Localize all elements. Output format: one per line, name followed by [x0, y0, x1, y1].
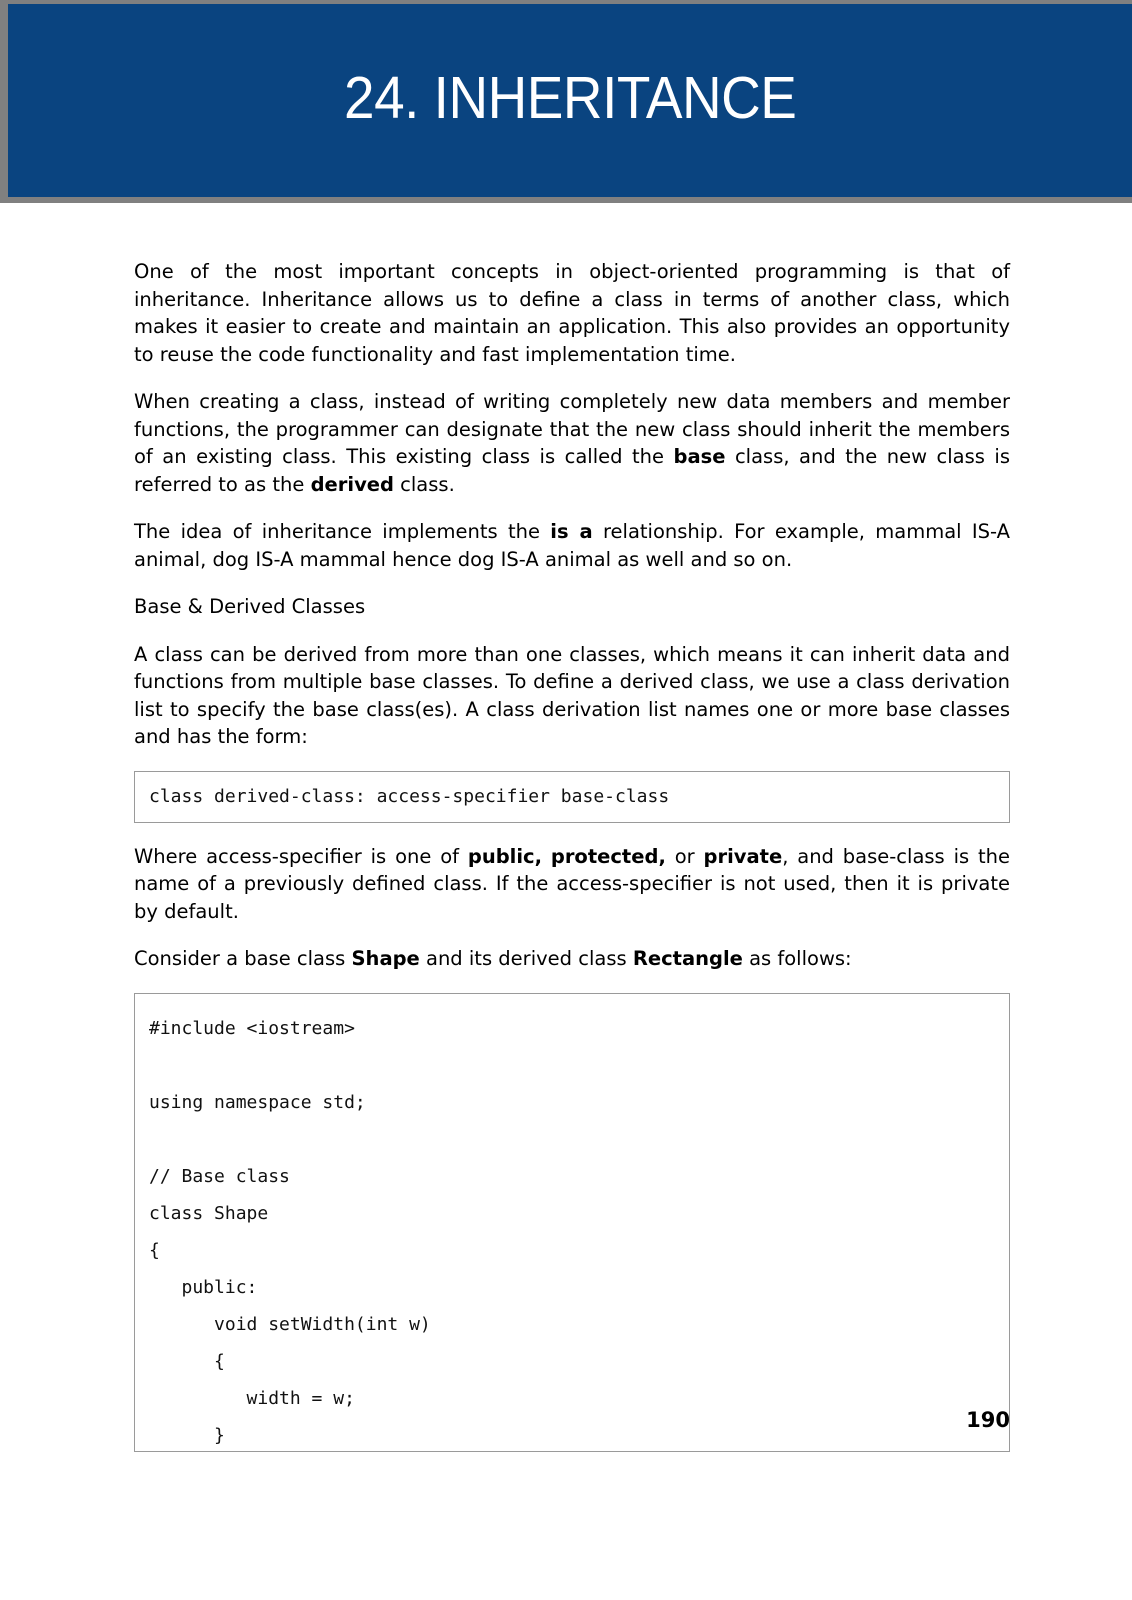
section-heading-base-derived-classes: Base & Derived Classes [134, 595, 366, 618]
code-line: class derived-class: access-specifier base-class [149, 785, 670, 807]
code-line: } [149, 1424, 225, 1446]
code-line: void setWidth(int w) [149, 1313, 431, 1335]
chapter-banner-fill [8, 4, 1132, 197]
paragraph-is-a-text-2: relationship. For example, mammal IS-A animal, dog IS-A mammal hence dog IS-A animal as well and so on. [134, 520, 1010, 571]
code-line: using namespace std; [149, 1091, 366, 1113]
code-line: // Base class [149, 1165, 290, 1187]
chapter-banner [0, 0, 1132, 203]
term-base: base [673, 445, 726, 468]
paragraph-derivation-list [134, 641, 1010, 751]
code-line [149, 1047, 995, 1084]
paragraph-consider-shape-text-2: and its derived class [419, 947, 633, 970]
term-derived: derived [310, 472, 394, 496]
term-public: public, [467, 844, 542, 868]
paragraph-consider-shape [134, 945, 1010, 973]
chapter-title: 24. INHERITANCE [343, 64, 797, 131]
paragraph-access-specifier [134, 843, 1010, 926]
paragraph-base-derived-text-1: When creating a class, instead of writing completely new data members and member functions, the programmer can designate that the new class should inherit the members of an existing class. This existing class is called the [134, 390, 1010, 468]
paragraph-is-a-text-1: The idea of inheritance implements the [134, 520, 551, 543]
paragraph-is-a [134, 518, 1010, 573]
term-protected: protected, [550, 844, 666, 868]
paragraph-access-specifier-text-3: , and base-class is the name of a previously defined class. If the access-specifier is not used, then it is private by default. [134, 844, 1010, 923]
paragraph-derivation-list-text: A class can be derived from more than one classes, which means it can inherit data and functions from multiple base classes. To define a derived class, we use a class derivation list to specify the base class(es). A class derivation list names one or more base classes and has the form: [134, 642, 1010, 748]
code-line: #include <iostream> [149, 1017, 355, 1039]
code-block-syntax [134, 771, 1010, 823]
term-rectangle: Rectangle [632, 947, 743, 970]
code-line: width = w; [149, 1387, 355, 1409]
paragraph-intro [134, 258, 1010, 368]
paragraph-access-specifier-sep [542, 845, 551, 868]
code-line: { [149, 1350, 225, 1372]
paragraph-base-derived [134, 388, 1010, 498]
page-content [134, 258, 1010, 1472]
code-line: class Shape [149, 1202, 269, 1224]
code-block-example [134, 993, 1010, 1452]
paragraph-access-specifier-text-2: or [665, 844, 704, 868]
paragraph-intro-text: One of the most important concepts in object-oriented programming is that of inheritance. Inheritance allows us to define a class in terms of another class, which makes it easier to create and maintain an application. This also provides an opportunity to reuse the code functionality and fast implementation time. [134, 260, 1010, 366]
term-is-a: is a [550, 520, 593, 543]
term-private: private [703, 844, 783, 868]
paragraph-base-derived-text-2: class, and the new class is referred to as the [134, 445, 1010, 496]
paragraph-consider-shape-text-3: as follows: [742, 947, 852, 970]
paragraph-access-specifier-text-1: Where access-specifier is one of [134, 844, 468, 868]
paragraph-consider-shape-text-1: Consider a base class [134, 947, 352, 970]
code-line: public: [149, 1276, 258, 1298]
code-line: { [149, 1239, 160, 1261]
paragraph-base-derived-text-3: class. [393, 472, 455, 496]
page-number: 190 [966, 1408, 1010, 1432]
code-line [149, 1121, 995, 1158]
term-shape: Shape [351, 947, 420, 970]
